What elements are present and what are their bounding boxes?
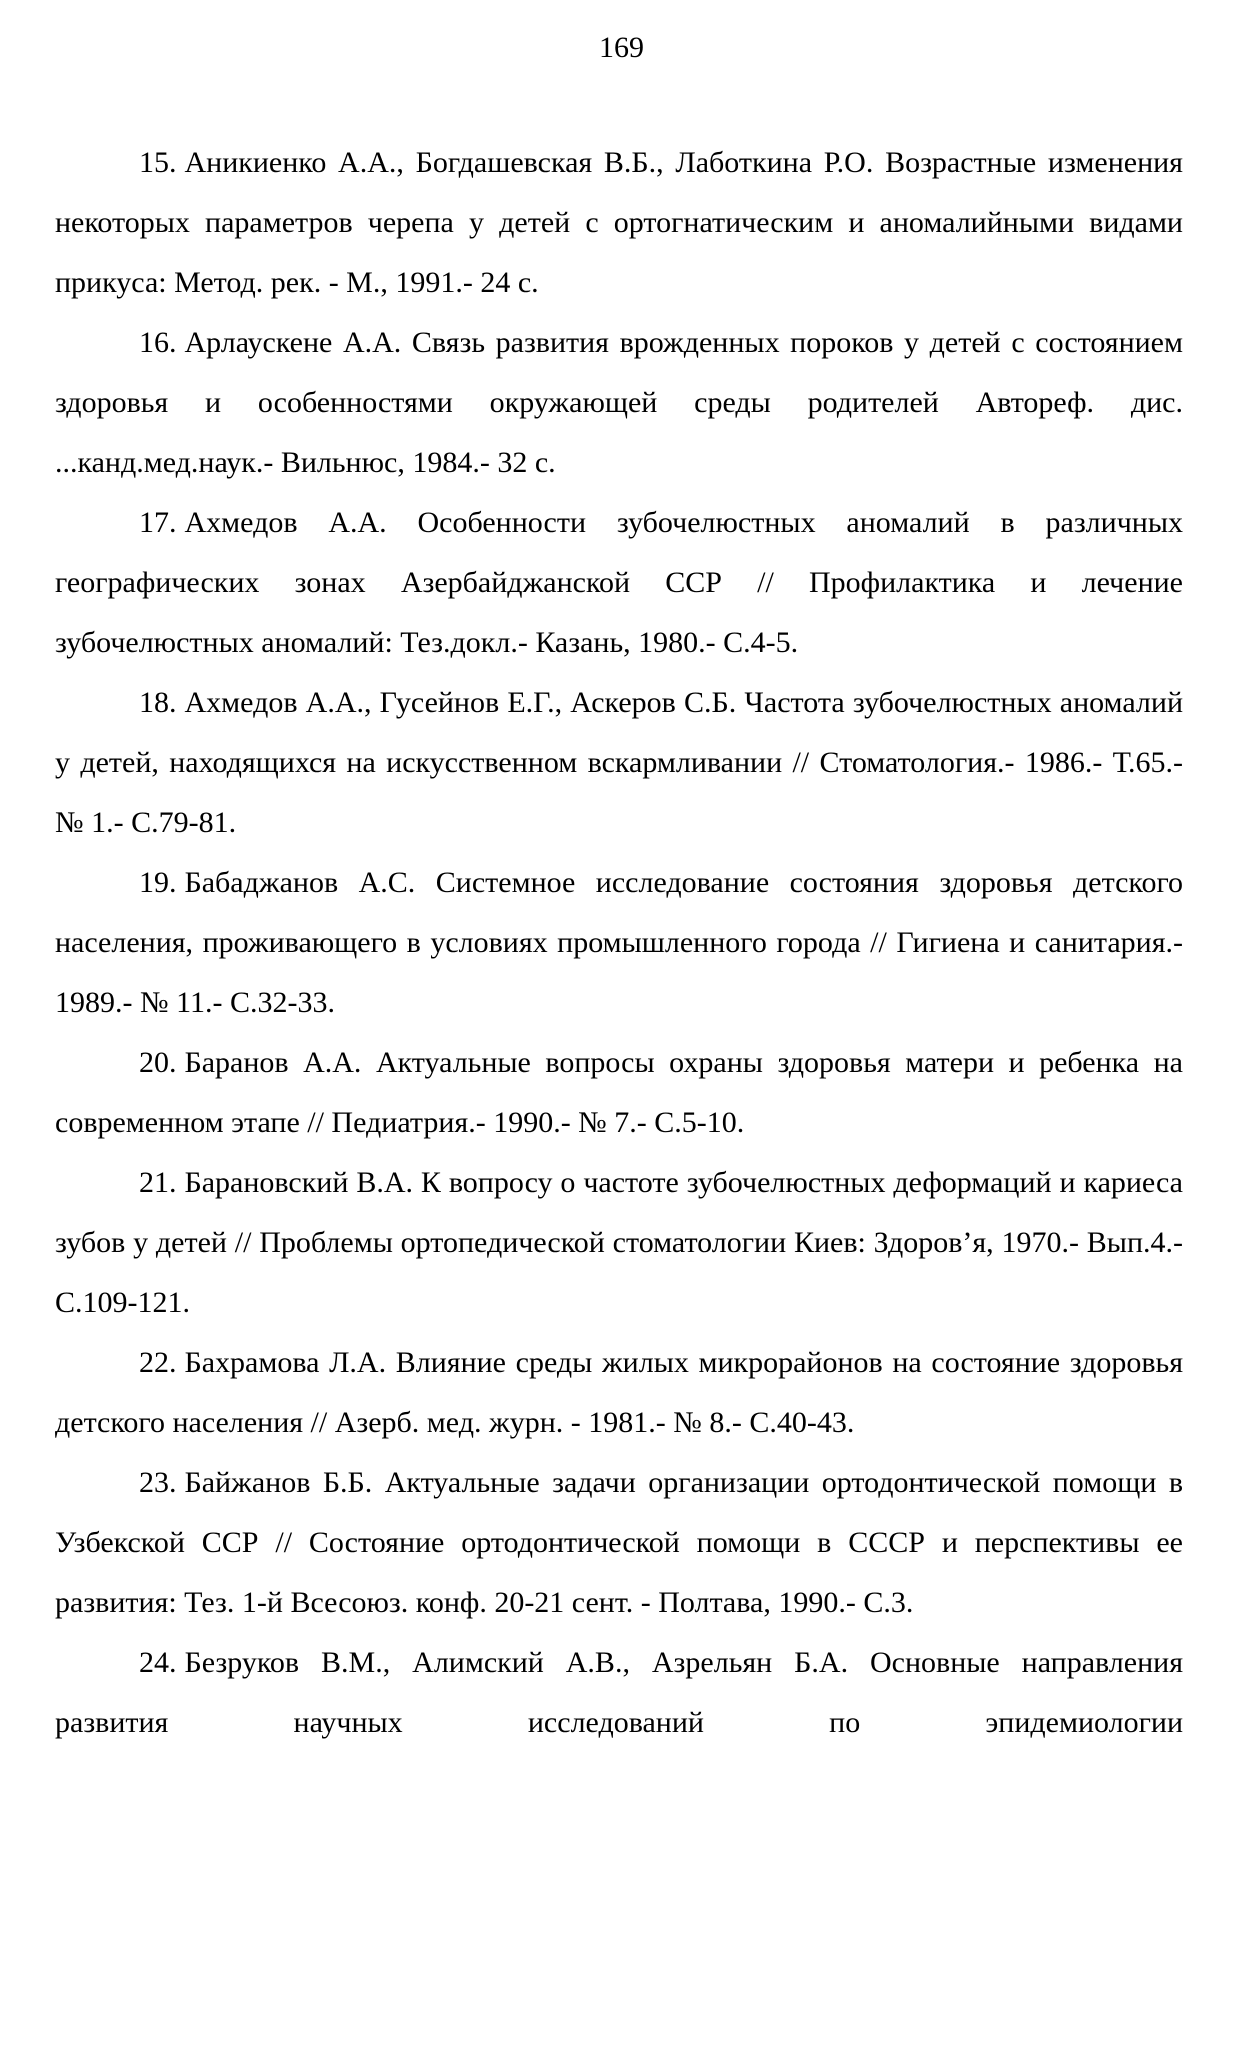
reference-number: 24.	[139, 1646, 177, 1679]
reference-text: Барановский В.А. К вопросу о частоте зубочелюстных деформаций и кариеса зубов у детей // Проблемы ортопедической стоматологии Киев: Здоров’я, 1970.- Вып.4.- С.109-121.	[55, 1166, 1183, 1319]
reference-number: 22.	[139, 1346, 177, 1379]
reference-item	[55, 1333, 1183, 1453]
reference-text: Безруков В.М., Алимский А.В., Азрельян Б.А. Основные направления развития научных исследований по эпидемиологии	[55, 1646, 1183, 1739]
reference-list	[55, 133, 1183, 1753]
reference-item	[55, 1033, 1183, 1153]
reference-text: Бахрамова Л.А. Влияние среды жилых микрорайонов на состояние здоровья детского населения // Азерб. мед. журн. - 1981.- № 8.- С.40-43.	[55, 1346, 1183, 1439]
reference-number: 20.	[139, 1046, 177, 1079]
reference-number: 19.	[139, 866, 177, 899]
reference-number: 21.	[139, 1166, 177, 1199]
reference-text: Ахмедов А.А. Особенности зубочелюстных аномалий в различных географических зонах Азербайджанской ССР // Профилактика и лечение зубочелюстных аномалий: Тез.докл.- Казань, 1980.- С.4-5.	[55, 506, 1183, 659]
reference-text: Байжанов Б.Б. Актуальные задачи организации ортодонтической помощи в Узбекской ССР // Состояние ортодонтической помощи в СССР и перспективы ее развития: Тез. 1-й Всесоюз. конф. 20-21 сент. - Полтава, 1990.- С.3.	[55, 1466, 1183, 1619]
reference-item	[55, 313, 1183, 493]
reference-text: Баранов А.А. Актуальные вопросы охраны здоровья матери и ребенка на современном этапе // Педиатрия.- 1990.- № 7.- С.5-10.	[55, 1046, 1183, 1139]
reference-item	[55, 493, 1183, 673]
reference-text: Бабаджанов А.С. Системное исследование состояния здоровья детского населения, проживающего в условиях промышленного города // Гигиена и санитария.- 1989.- № 11.- С.32-33.	[55, 866, 1183, 1019]
reference-number: 23.	[139, 1466, 177, 1499]
reference-text: Ахмедов А.А., Гусейнов Е.Г., Аскеров С.Б. Частота зубочелюстных аномалий у детей, находящихся на искусственном вскармливании // Стоматология.- 1986.- Т.65.- № 1.- С.79-81.	[55, 686, 1183, 839]
reference-item	[55, 1633, 1183, 1753]
reference-number: 15.	[139, 146, 177, 179]
reference-number: 18.	[139, 686, 177, 719]
reference-item	[55, 853, 1183, 1033]
reference-item	[55, 1453, 1183, 1633]
reference-item	[55, 1153, 1183, 1333]
reference-item	[55, 673, 1183, 853]
page-number: 169	[599, 31, 644, 64]
reference-text: Аникиенко А.А., Богдашевская В.Б., Лаботкина Р.О. Возрастные изменения некоторых параметров черепа у детей с ортогнатическим и аномалийными видами прикуса: Метод. рек. - М., 1991.- 24 с.	[55, 146, 1183, 299]
reference-number: 17.	[139, 506, 177, 539]
reference-item	[55, 133, 1183, 313]
reference-number: 16.	[139, 326, 177, 359]
reference-text: Арлаускене А.А. Связь развития врожденных пороков у детей с состоянием здоровья и особенностями окружающей среды родителей Автореф. дис. ...канд.мед.наук.- Вильнюс, 1984.- 32 с.	[55, 326, 1183, 479]
